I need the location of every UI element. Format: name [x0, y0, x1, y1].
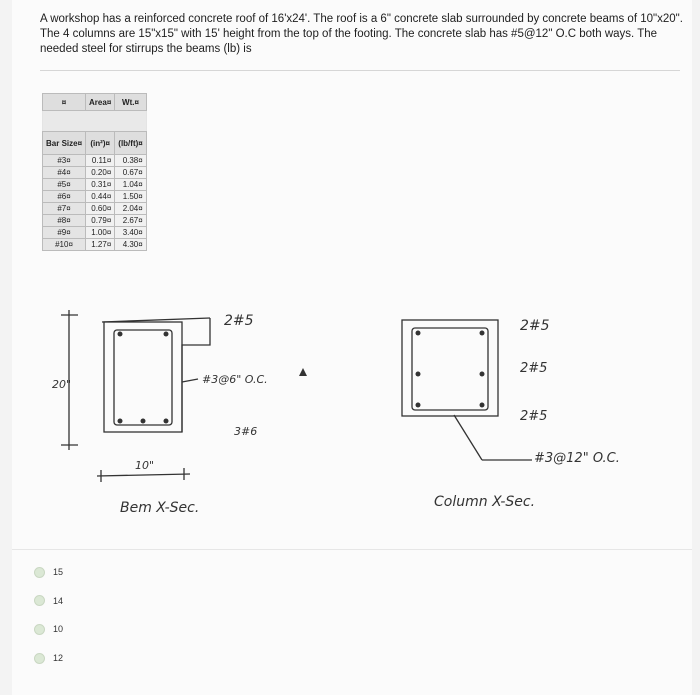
stirrup-outline [114, 330, 172, 425]
table-cell: 0.11¤ [86, 155, 115, 167]
table-cell: 0.44¤ [86, 191, 115, 203]
option-label: 12 [53, 653, 64, 664]
table-cell: #7¤ [43, 203, 86, 215]
column-section [402, 320, 532, 460]
column-caption: Column X-Sec. [434, 494, 536, 510]
table-cell: 0.31¤ [86, 179, 115, 191]
table-cell: 2.04¤ [115, 203, 146, 215]
question-line: The 4 columns are 15"x15" with 15' height from the top of the footing. The concrete slab has #5@12" O.C both ways. The [40, 28, 658, 40]
beam-stirrups-label: #3@6" O.C. [202, 373, 268, 386]
beam-width-label: 10" [135, 459, 155, 472]
beam-top-bars-label: 2#5 [224, 313, 254, 329]
table-cell: 1.50¤ [115, 191, 146, 203]
column-bottom-bars-label: 2#5 [520, 409, 548, 424]
radio-button[interactable] [34, 653, 45, 664]
table-header-cell: ¤ [43, 94, 86, 111]
table-header-cell: Area¤ [86, 94, 115, 111]
table-cell: #5¤ [43, 179, 86, 191]
table-cell: 1.00¤ [86, 227, 115, 239]
table-spacer-row [43, 111, 147, 132]
table-cell: 0.38¤ [115, 155, 146, 167]
table-cell: 4.30¤ [115, 239, 146, 251]
question-page [12, 0, 692, 695]
table-row [43, 215, 147, 227]
answer-option[interactable] [34, 565, 63, 579]
table-cell: #3¤ [43, 155, 86, 167]
arrow-icon [299, 368, 307, 376]
beam-rebar-dots [118, 332, 169, 424]
answer-options [34, 565, 63, 680]
beam-section [61, 310, 210, 482]
table-header-cell: Bar Size¤ [43, 132, 86, 155]
radio-button[interactable] [34, 567, 45, 578]
table-cell: #9¤ [43, 227, 86, 239]
options-divider [12, 549, 692, 550]
table-header-row [43, 132, 147, 155]
table-cell: 1.27¤ [86, 239, 115, 251]
question-line: A workshop has a reinforced concrete roof of 16'x24'. The roof is a 6" concrete slab surrounded by concrete beams of 10"x20". [40, 13, 683, 25]
answer-option[interactable] [34, 651, 63, 665]
question-text [40, 12, 683, 57]
option-label: 15 [53, 567, 64, 577]
table-cell: 0.20¤ [86, 167, 115, 179]
question-divider [40, 70, 680, 71]
radio-button[interactable] [34, 595, 45, 606]
table-header-cell: (lb/ft)¤ [115, 132, 146, 155]
table-row [43, 203, 147, 215]
beam-bottom-bars-label: 3#6 [234, 425, 258, 438]
table-row [43, 155, 147, 167]
column-mid-bars-label: 2#5 [520, 361, 548, 376]
table-cell: 0.60¤ [86, 203, 115, 215]
table-cell: #10¤ [43, 239, 86, 251]
column-ties-label: #3@12" O.C. [534, 451, 620, 466]
table-row [43, 191, 147, 203]
column-rebar-dots [416, 331, 485, 408]
table-row [43, 167, 147, 179]
table-cell: #6¤ [43, 191, 86, 203]
answer-option[interactable] [34, 622, 63, 636]
table-cell: 0.79¤ [86, 215, 115, 227]
table-header-cell: Wt.¤ [115, 94, 146, 111]
column-top-bars-label: 2#5 [520, 318, 550, 334]
option-label: 14 [53, 595, 64, 606]
beam-outline [104, 322, 182, 432]
answer-option[interactable] [34, 594, 63, 608]
table-cell: 2.67¤ [115, 215, 146, 227]
column-tie-outline [412, 328, 488, 410]
table-header-row [43, 94, 147, 111]
table-cell: 1.04¤ [115, 179, 146, 191]
table-row [43, 227, 147, 239]
radio-button[interactable] [34, 624, 45, 635]
question-line: needed steel for stirrups the beams (lb) is [40, 43, 252, 55]
table-row [43, 179, 147, 191]
hand-sketch [12, 290, 692, 530]
beam-caption: Bem X-Sec. [120, 500, 200, 516]
bar-size-table [42, 93, 147, 251]
table-cell: 0.67¤ [115, 167, 146, 179]
table-header-cell: (in²)¤ [86, 132, 115, 155]
beam-height-label: 20" [52, 378, 72, 391]
table-cell: 3.40¤ [115, 227, 146, 239]
table-row [43, 239, 147, 251]
option-label: 10 [53, 624, 64, 635]
table-cell: #8¤ [43, 215, 86, 227]
table-cell: #4¤ [43, 167, 86, 179]
